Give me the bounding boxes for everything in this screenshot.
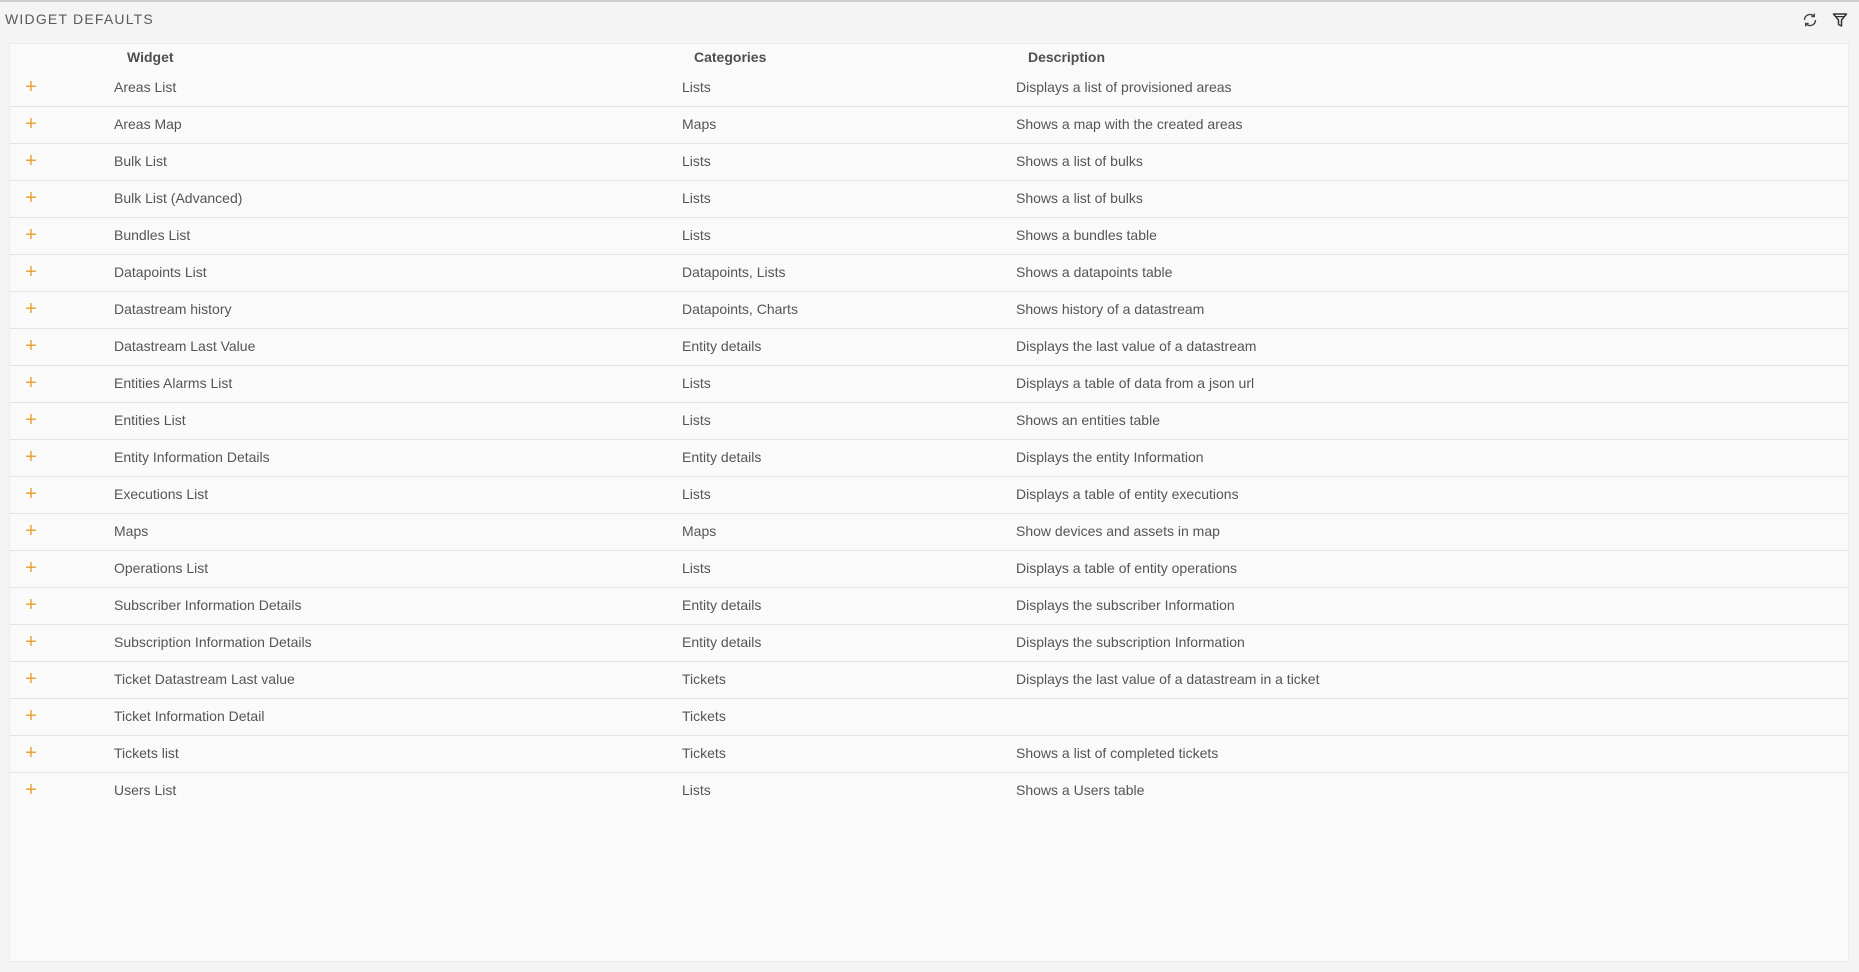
table-row[interactable] — [10, 144, 1848, 181]
widget-table — [9, 43, 1849, 962]
plus-icon[interactable]: + — [25, 742, 37, 764]
widget-name: Entities Alarms List — [114, 375, 233, 391]
table-row[interactable] — [10, 699, 1848, 736]
widget-categories: Lists — [682, 560, 711, 576]
widget-categories: Entity details — [682, 634, 762, 650]
widget-name: Datastream history — [114, 301, 232, 317]
widget-name: Maps — [114, 523, 149, 539]
widget-categories: Tickets — [682, 745, 726, 761]
widget-name: Areas Map — [114, 116, 182, 132]
widget-description: Displays a table of entity executions — [1016, 486, 1239, 502]
widget-description: Displays a table of data from a json url — [1016, 375, 1255, 391]
table-row[interactable] — [10, 292, 1848, 329]
widget-name: Tickets list — [114, 745, 179, 761]
page-header — [0, 2, 1859, 40]
table-body — [10, 70, 1848, 809]
widget-name: Subscriber Information Details — [114, 597, 302, 613]
table-row[interactable] — [10, 218, 1848, 255]
widget-categories: Tickets — [682, 671, 726, 687]
plus-icon[interactable]: + — [25, 298, 37, 320]
widget-name: Areas List — [114, 79, 177, 95]
table-row[interactable] — [10, 588, 1848, 625]
table-row[interactable] — [10, 107, 1848, 144]
plus-icon[interactable]: + — [25, 372, 37, 394]
plus-icon[interactable]: + — [25, 261, 37, 283]
plus-icon[interactable]: + — [25, 594, 37, 616]
plus-icon[interactable]: + — [25, 631, 37, 653]
widget-name: Entity Information Details — [114, 449, 270, 465]
table-row[interactable] — [10, 773, 1848, 809]
plus-icon[interactable]: + — [25, 520, 37, 542]
widget-categories: Lists — [682, 153, 711, 169]
widget-description: Shows a list of completed tickets — [1016, 745, 1219, 761]
table-row[interactable] — [10, 662, 1848, 699]
plus-icon[interactable]: + — [25, 779, 37, 801]
widget-name: Datapoints List — [114, 264, 207, 280]
widget-categories: Lists — [682, 412, 711, 428]
widget-categories: Maps — [682, 116, 717, 132]
page-title: WIDGET DEFAULTS — [5, 11, 154, 27]
widget-name: Bulk List (Advanced) — [114, 190, 243, 206]
plus-icon[interactable]: + — [25, 187, 37, 209]
widget-description: Shows a datapoints table — [1016, 264, 1173, 280]
widget-name: Bundles List — [114, 227, 191, 243]
table-row[interactable] — [10, 255, 1848, 292]
widget-description: Shows a list of bulks — [1016, 190, 1143, 206]
widget-categories: Lists — [682, 190, 711, 206]
table-row[interactable] — [10, 736, 1848, 773]
table-row[interactable] — [10, 440, 1848, 477]
widget-name: Subscription Information Details — [114, 634, 312, 650]
widget-categories: Entity details — [682, 597, 762, 613]
widget-categories: Tickets — [682, 708, 726, 724]
widget-categories: Datapoints, Lists — [682, 264, 786, 280]
widget-description: Shows an entities table — [1016, 412, 1160, 428]
table-row[interactable] — [10, 366, 1848, 403]
plus-icon[interactable]: + — [25, 335, 37, 357]
widget-description: Shows a list of bulks — [1016, 153, 1143, 169]
plus-icon[interactable]: + — [25, 76, 37, 98]
widget-description: Displays a table of entity operations — [1016, 560, 1238, 576]
widget-description: Show devices and assets in map — [1016, 523, 1220, 539]
plus-icon[interactable]: + — [25, 446, 37, 468]
plus-icon[interactable]: + — [25, 668, 37, 690]
plus-icon[interactable]: + — [25, 705, 37, 727]
table-row[interactable] — [10, 514, 1848, 551]
widget-categories: Entity details — [682, 449, 762, 465]
widget-categories: Lists — [682, 227, 711, 243]
widget-categories: Lists — [682, 79, 711, 95]
widget-name: Bulk List — [114, 153, 167, 169]
table-row[interactable] — [10, 551, 1848, 588]
table-row[interactable] — [10, 329, 1848, 366]
plus-icon[interactable]: + — [25, 557, 37, 579]
table-row[interactable] — [10, 625, 1848, 662]
table-row[interactable] — [10, 181, 1848, 218]
column-header-categories[interactable]: Categories — [694, 49, 767, 65]
plus-icon[interactable]: + — [25, 113, 37, 135]
widget-description: Shows a map with the created areas — [1016, 116, 1243, 132]
widget-description: Displays the subscriber Information — [1016, 597, 1235, 613]
widget-name: Executions List — [114, 486, 209, 502]
plus-icon[interactable]: + — [25, 409, 37, 431]
widget-description: Shows a Users table — [1016, 782, 1145, 798]
table-header — [10, 44, 1848, 70]
widget-description: Displays the entity Information — [1016, 449, 1204, 465]
table-row[interactable] — [10, 403, 1848, 440]
table-row[interactable] — [10, 477, 1848, 514]
widget-description: Displays the last value of a datastream in a ticket — [1016, 671, 1320, 687]
filter-icon[interactable] — [1831, 11, 1849, 29]
widget-name: Datastream Last Value — [114, 338, 256, 354]
widget-description: Displays the last value of a datastream — [1016, 338, 1257, 354]
plus-icon[interactable]: + — [25, 224, 37, 246]
widget-name: Operations List — [114, 560, 209, 576]
widget-categories: Datapoints, Charts — [682, 301, 798, 317]
plus-icon[interactable]: + — [25, 483, 37, 505]
widget-categories: Entity details — [682, 338, 762, 354]
widget-categories: Maps — [682, 523, 717, 539]
column-header-widget[interactable]: Widget — [127, 49, 174, 65]
widget-name: Ticket Datastream Last value — [114, 671, 295, 687]
widget-description: Displays the subscription Information — [1016, 634, 1245, 650]
widget-categories: Lists — [682, 486, 711, 502]
widget-name: Ticket Information Detail — [114, 708, 265, 724]
widget-description: Displays a list of provisioned areas — [1016, 79, 1232, 95]
refresh-icon[interactable] — [1801, 11, 1819, 29]
widget-name: Users List — [114, 782, 177, 798]
table-row[interactable] — [10, 70, 1848, 107]
widget-name: Entities List — [114, 412, 186, 428]
widget-categories: Lists — [682, 782, 711, 798]
widget-description: Shows history of a datastream — [1016, 301, 1205, 317]
column-header-description[interactable]: Description — [1028, 49, 1106, 65]
plus-icon[interactable]: + — [25, 150, 37, 172]
widget-categories: Lists — [682, 375, 711, 391]
widget-description: Shows a bundles table — [1016, 227, 1157, 243]
